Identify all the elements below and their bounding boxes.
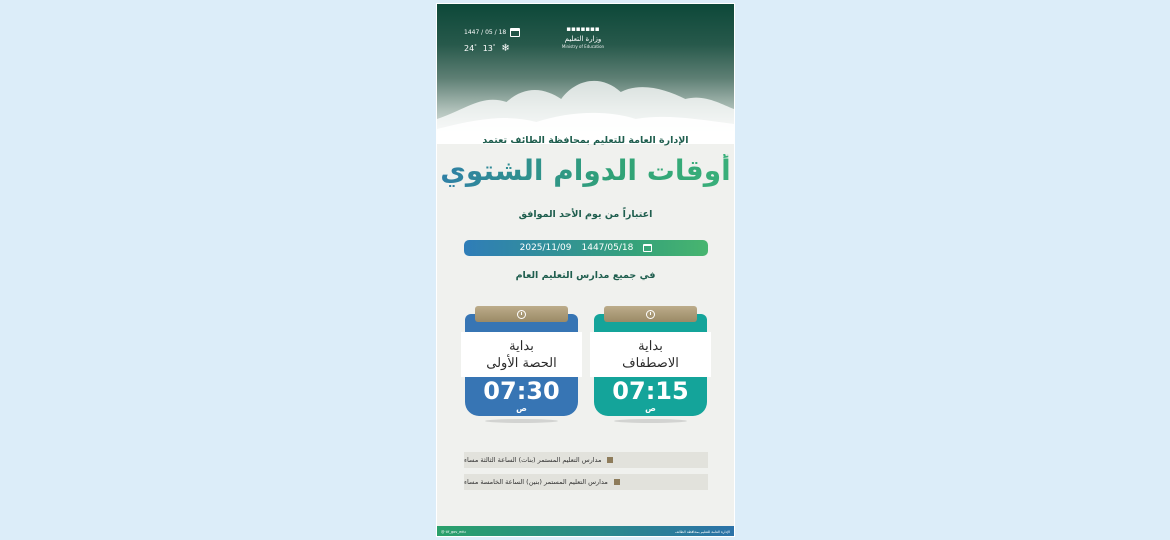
card-shadow: [614, 419, 687, 423]
card-time: 07:30: [483, 377, 560, 405]
date-gregorian: 2025/11/09: [519, 243, 572, 253]
clock-icon: [646, 310, 655, 319]
card-tab: [475, 306, 568, 322]
weather-widget: [464, 44, 510, 54]
card-assembly-start: [594, 306, 707, 426]
top-date: [464, 28, 520, 37]
date-hijri: 1447/05/18: [581, 243, 634, 253]
temp-high: 24°: [464, 44, 477, 53]
bullet-icon: [607, 457, 613, 463]
effective-line: اعتباراً من يوم الأحد الموافق: [518, 209, 653, 220]
schools-line: في جميع مدارس التعليم العام: [515, 270, 656, 281]
footer-handle: @ tif_gov_edu: [441, 530, 466, 534]
calendar-icon: [510, 28, 520, 37]
card-time: 07:15: [612, 377, 689, 405]
calendar-icon: [643, 244, 652, 252]
card-period: ص: [516, 404, 527, 413]
card-label-line1: بداية: [638, 338, 663, 354]
card-label-line2: الاصطفاف: [622, 355, 679, 371]
effective-date-bar: [464, 240, 708, 256]
card-label-line1: بداية: [509, 338, 534, 354]
clock-icon: [517, 310, 526, 319]
card-label-line2: الحصة الأولى: [486, 355, 557, 371]
ministry-logo: [560, 26, 606, 49]
logo-mark-icon: ▪▪▪▪▪▪▪: [566, 25, 600, 33]
logo-text-ar: وزارة التعليم: [564, 35, 602, 43]
note-text: مدارس التعليم المستمر (بنين) الساعة الخامسة مساء: [464, 478, 608, 486]
note-item: [464, 452, 708, 468]
note-item: [464, 474, 708, 490]
temp-low: 13°: [482, 44, 496, 53]
snowflake-icon: ❄: [501, 43, 510, 54]
intro-line: الإدارة العامة للتعليم بمحافظة الطائف تعتمد: [482, 135, 689, 146]
announcement-poster: [436, 3, 735, 537]
bullet-icon: [614, 479, 620, 485]
page-title: أوقات الدوام الشتوي: [437, 154, 734, 187]
footer-org: الإدارة العامة للتعليم بمحافظة الطائف: [675, 530, 730, 534]
top-date-text: 1447 / 05 / 18: [464, 29, 507, 36]
card-label: [461, 332, 582, 377]
logo-text-en: Ministry of Education: [561, 44, 605, 49]
clouds-mountains-decoration: [437, 64, 734, 144]
card-shadow: [485, 419, 558, 423]
card-tab: [604, 306, 697, 322]
card-label: [590, 332, 711, 377]
card-first-period-start: [465, 306, 578, 426]
footer-bar: [437, 526, 734, 537]
card-period: ص: [645, 404, 656, 413]
note-text: مدارس التعليم المستمر (بنات) الساعة الثالثة مساء: [464, 456, 602, 464]
